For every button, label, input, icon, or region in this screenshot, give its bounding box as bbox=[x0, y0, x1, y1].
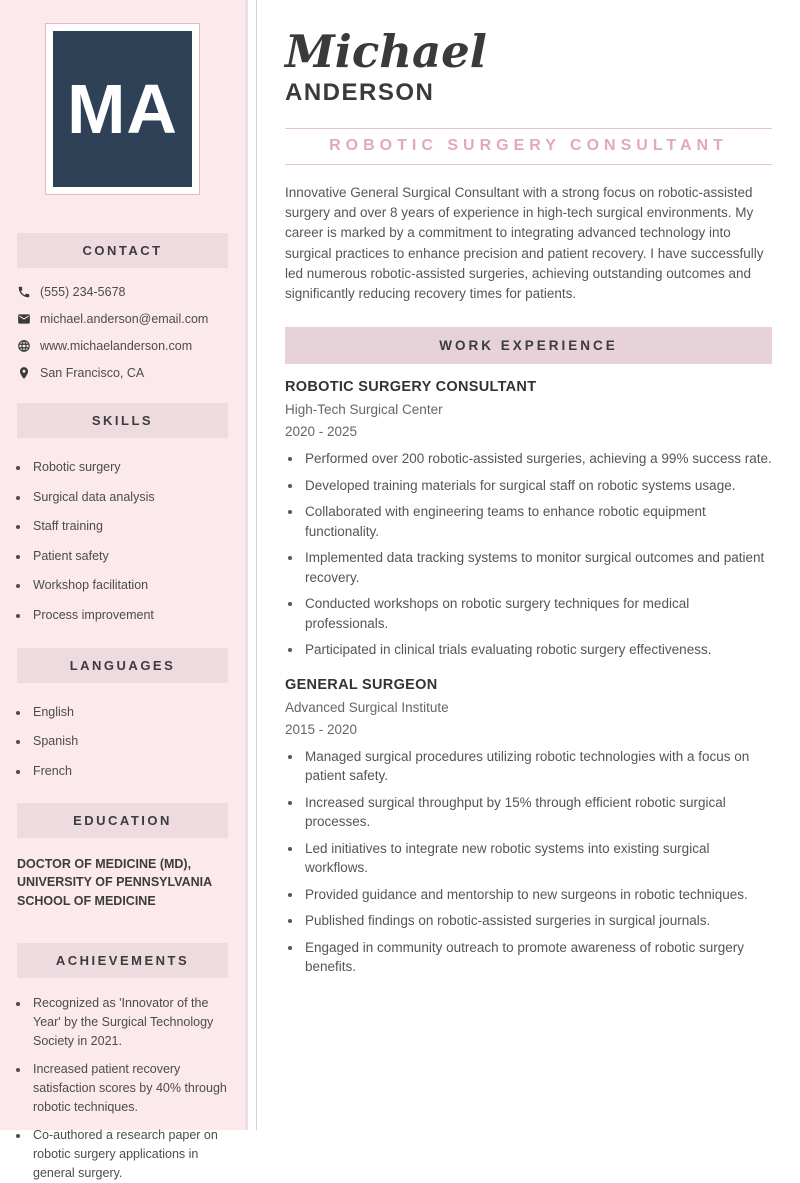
work-experience-heading: WORK EXPERIENCE bbox=[285, 327, 772, 364]
job-bullet: • Managed surgical procedures utilizing robotic technologies with a focus on patient safety. bbox=[303, 747, 772, 786]
contact-location: San Francisco, CA bbox=[40, 366, 145, 380]
job-bullet: • Collaborated with engineering teams to enhance robotic equipment functionality. bbox=[303, 502, 772, 541]
email-icon bbox=[17, 312, 31, 326]
contact-row-phone bbox=[17, 285, 228, 299]
job-bullet: • Led initiatives to integrate new robotic systems into existing surgical workflows. bbox=[303, 839, 772, 878]
languages-heading: LANGUAGES bbox=[17, 648, 228, 683]
job-bullet: • Increased surgical throughput by 15% through efficient robotic surgical processes. bbox=[303, 793, 772, 832]
achievement-item: • Increased patient recovery satisfaction scores by 40% through robotic techniques. bbox=[30, 1060, 228, 1117]
languages-list bbox=[17, 703, 228, 781]
job-bullet: • Developed training materials for surgical staff on robotic systems usage. bbox=[303, 476, 772, 496]
job-company: Advanced Surgical Institute bbox=[285, 699, 449, 715]
contact-section bbox=[0, 233, 245, 380]
achievement-item: • Recognized as 'Innovator of the Year' by the Surgical Technology Society in 2021. bbox=[30, 994, 228, 1051]
language-item: • English bbox=[30, 703, 228, 722]
last-name: ANDERSON bbox=[285, 79, 435, 106]
sidebar bbox=[0, 0, 248, 1180]
skills-heading: SKILLS bbox=[17, 403, 228, 438]
language-item: • French bbox=[30, 762, 228, 781]
language-item: • Spanish bbox=[30, 732, 228, 751]
monogram bbox=[53, 31, 192, 187]
job-bullet-list bbox=[285, 747, 772, 977]
skill-item: • Workshop facilitation bbox=[30, 576, 228, 595]
skills-list bbox=[17, 458, 228, 625]
location-icon bbox=[17, 366, 31, 380]
job-entry-1 bbox=[285, 379, 772, 660]
contact-website: www.michaelanderson.com bbox=[40, 339, 193, 353]
skill-item: • Surgical data analysis bbox=[30, 488, 228, 507]
phone-icon bbox=[17, 285, 31, 299]
skill-item: • Patient safety bbox=[30, 547, 228, 566]
achievement-item: • Co-authored a research paper on robotic surgery applications in general surgery. bbox=[30, 1126, 228, 1183]
skill-item: • Process improvement bbox=[30, 606, 228, 625]
skills-section bbox=[0, 403, 245, 625]
job-entry-2 bbox=[285, 677, 772, 977]
title-block bbox=[285, 128, 772, 165]
professional-title: ROBOTIC SURGERY CONSULTANT bbox=[329, 137, 728, 154]
contact-row-location bbox=[17, 366, 228, 380]
skill-item: • Staff training bbox=[30, 517, 228, 536]
skill-item: • Robotic surgery bbox=[30, 458, 228, 477]
job-bullet: • Engaged in community outreach to promote awareness of robotic surgery benefits. bbox=[303, 938, 772, 977]
contact-heading: CONTACT bbox=[17, 233, 228, 268]
profile-summary: Innovative General Surgical Consultant with a strong focus on robotic-assisted surgery and over 8 years of experience in high-tech surgical environments. My career is marked by a commitment to integrating advanced technology into surgical practices to enhance precision and patient recovery. I have successfully led numerous robotic-assisted surgeries, achieving outstanding outcomes and significantly reducing recovery times for patients. bbox=[285, 185, 764, 302]
first-name: Michael bbox=[285, 25, 487, 78]
job-dates: 2020 - 2025 bbox=[285, 424, 358, 440]
job-company: High-Tech Surgical Center bbox=[285, 402, 443, 418]
vertical-divider bbox=[256, 0, 257, 1130]
job-dates: 2015 - 2020 bbox=[285, 721, 358, 737]
job-bullet: • Conducted workshops on robotic surgery techniques for medical professionals. bbox=[303, 594, 772, 633]
globe-icon bbox=[17, 339, 31, 353]
job-title: GENERAL SURGEON bbox=[285, 676, 438, 693]
monogram-initials: MA bbox=[67, 70, 178, 148]
monogram-frame bbox=[45, 23, 200, 195]
contact-list bbox=[17, 285, 228, 380]
job-bullet: • Published findings on robotic-assisted surgeries in surgical journals. bbox=[303, 911, 772, 931]
job-title: ROBOTIC SURGERY CONSULTANT bbox=[285, 379, 537, 396]
contact-email: michael.anderson@email.com bbox=[40, 312, 209, 326]
achievements-section bbox=[0, 943, 245, 1183]
contact-row-email bbox=[17, 312, 228, 326]
job-bullet: • Performed over 200 robotic-assisted surgeries, achieving a 99% success rate. bbox=[303, 449, 772, 469]
job-bullet: • Participated in clinical trials evaluating robotic surgery effectiveness. bbox=[303, 640, 772, 660]
contact-row-website bbox=[17, 339, 228, 353]
education-section bbox=[0, 803, 245, 911]
achievements-list bbox=[17, 994, 228, 1183]
job-bullet: • Provided guidance and mentorship to new surgeons in robotic techniques. bbox=[303, 885, 772, 905]
job-bullet: • Implemented data tracking systems to monitor surgical outcomes and patient recovery. bbox=[303, 548, 772, 587]
achievements-heading: ACHIEVEMENTS bbox=[17, 943, 228, 978]
education-degree: DOCTOR OF MEDICINE (MD), UNIVERSITY OF PENNSYLVANIA SCHOOL OF MEDICINE bbox=[17, 856, 212, 908]
contact-phone: (555) 234-5678 bbox=[40, 285, 126, 299]
job-bullet-list bbox=[285, 449, 772, 660]
main-content bbox=[285, 0, 772, 984]
education-heading: EDUCATION bbox=[17, 803, 228, 838]
languages-section bbox=[0, 648, 245, 781]
